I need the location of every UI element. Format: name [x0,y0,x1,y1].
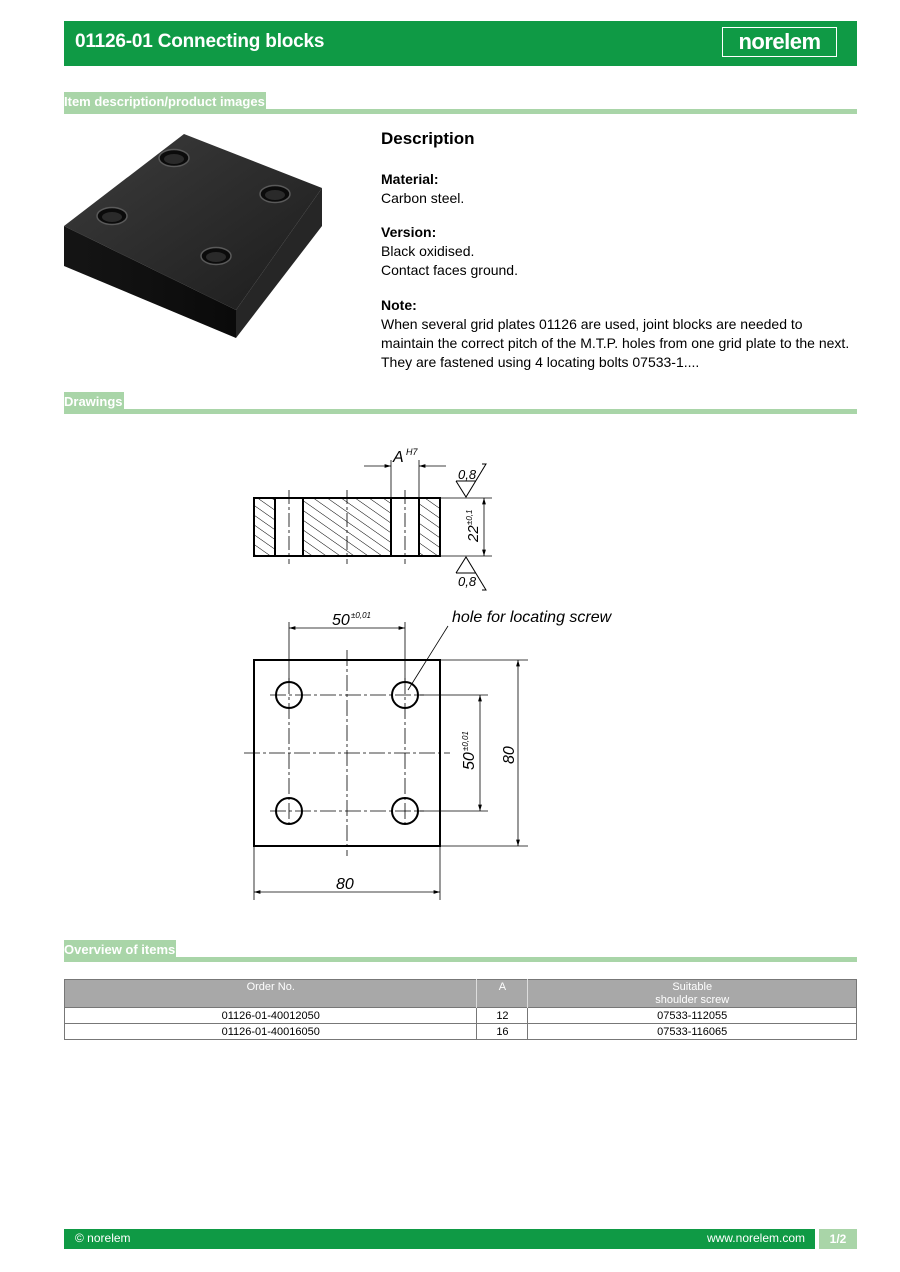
note-text: When several grid plates 01126 are used, joint blocks are needed to maintain the correct pitch of the M.T.P. holes from one grid plate to the next. They are fastened using 4 locating bolts 07533-1.... [381,316,850,370]
note-block [381,296,851,372]
dim-a-tolerance: H7 [406,447,418,457]
section-drawings [64,392,857,414]
footer-website-link[interactable]: www.norelem.com [706,1231,805,1245]
plan-view [244,622,528,900]
version-line-1: Black oxidised. [381,243,475,259]
callout-label: hole for locating screw [452,609,612,626]
col-header-a: A [477,980,528,1008]
items-table [64,979,857,1040]
section-rule [64,409,857,414]
section-rule [64,957,857,962]
section-view [254,460,492,590]
cell-a: 16 [477,1024,528,1040]
cell-screw: 07533-112055 [528,1008,857,1024]
version-label: Version: [381,224,437,240]
version-block [381,223,851,280]
description-heading: Description [381,129,475,148]
section-label: Drawings [64,392,124,412]
cell-order-no: 01126-01-40012050 [65,1008,477,1024]
dim-pitch-v-label: 50 [461,752,478,770]
section-item-description [64,92,857,114]
material-value: Carbon steel. [381,190,465,206]
section-label: Overview of items [64,940,176,960]
dim-pitch-v-tolerance: ±0,01 [461,731,470,751]
norelem-logo [722,27,837,57]
dim-pitch-h-label: 50 [332,612,350,629]
cell-a: 12 [477,1008,528,1024]
description-block [381,129,851,148]
col-header-screw-line-1: Suitable [672,981,713,993]
footer-bar [64,1229,857,1249]
dim-height-label: 80 [501,746,518,764]
product-image [64,126,324,338]
section-overview [64,940,857,962]
material-label: Material: [381,171,439,187]
section-label: Item description/product images [64,92,266,112]
technical-drawing [230,440,630,910]
table-row [65,1008,857,1024]
col-header-screw-line-2: shoulder screw [655,994,730,1006]
dim-a-label: A [393,449,404,466]
dim-pitch-h-tolerance: ±0,01 [351,611,371,620]
col-header-screw [528,980,857,1008]
roughness-bottom-label: 0,8 [458,574,477,589]
page-title: 01126-01 Connecting blocks [75,31,325,52]
cell-screw: 07533-116065 [528,1024,857,1040]
logo-text: norelem [738,29,821,54]
dim-thickness-label: 22 [465,525,482,542]
page-number: 1/2 [819,1229,857,1249]
plan-view-labels [332,609,613,893]
table-header-row [65,980,857,1008]
table-row [65,1024,857,1040]
cell-order-no: 01126-01-40016050 [65,1024,477,1040]
note-label: Note: [381,297,417,313]
col-header-order-no: Order No. [65,980,477,1008]
roughness-top-label: 0,8 [458,467,477,482]
version-line-2: Contact faces ground. [381,262,518,278]
dim-thickness-tolerance: ±0,1 [465,509,474,525]
material-block [381,170,851,208]
header-bar [64,21,857,66]
dim-width-label: 80 [336,876,354,893]
footer-copyright: © norelem [75,1231,131,1245]
